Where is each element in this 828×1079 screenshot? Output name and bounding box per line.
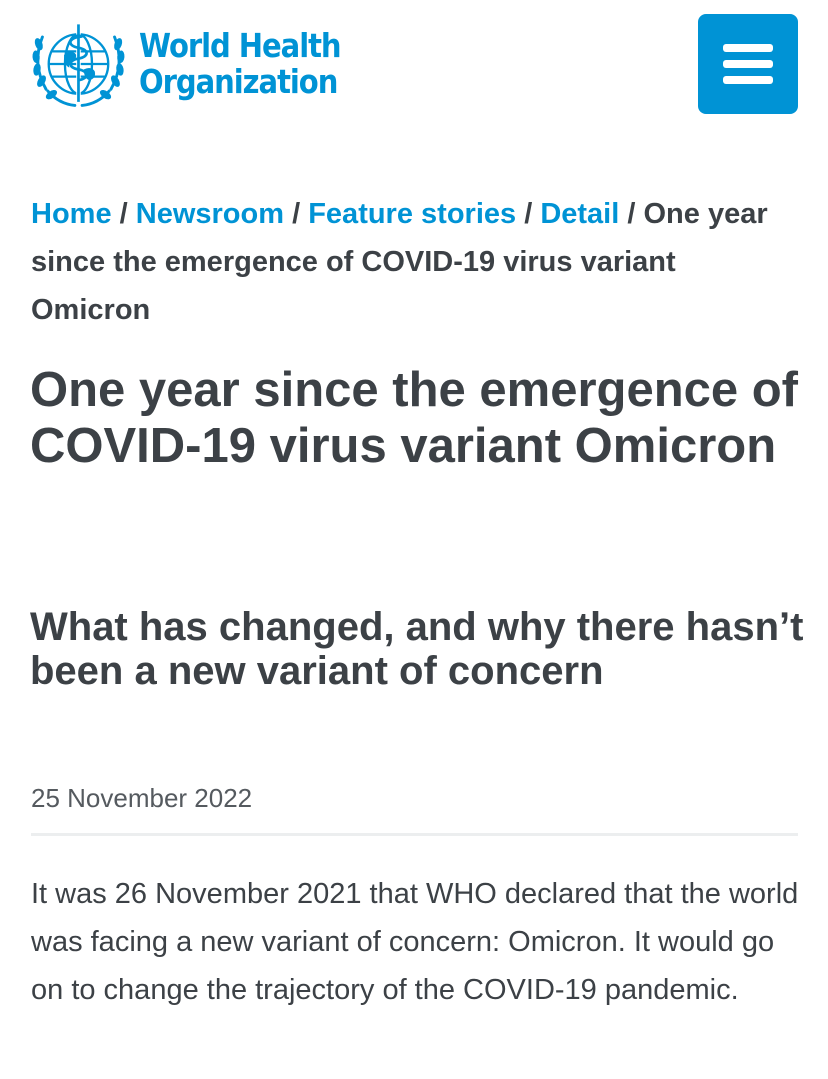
- breadcrumb-newsroom-link[interactable]: Newsroom: [135, 198, 285, 230]
- publish-date: 25 November 2022: [31, 783, 253, 813]
- breadcrumb-current-page: One year since the emergence of COVID-19 virus variant Omicron: [31, 198, 768, 326]
- menu-button[interactable]: [698, 14, 798, 114]
- who-emblem-icon: [28, 12, 129, 116]
- logo-line-1: World Health: [138, 26, 341, 65]
- breadcrumb-detail-link[interactable]: Detail: [540, 198, 620, 230]
- page-title: One year since the emergence of COVID-19 virus variant Omicron: [30, 363, 798, 473]
- breadcrumb: [31, 190, 801, 334]
- article-body-paragraph: It was 26 November 2021 that WHO declared that the world was facing a new variant of concern: Omicron. It would go on to change the trajectory of the COVID-19 pandemic.: [31, 878, 799, 1006]
- who-logo[interactable]: [28, 12, 368, 116]
- breadcrumb-separator: /: [119, 198, 128, 230]
- page-subtitle: What has changed, and why there hasn’t been a new variant of concern: [30, 605, 804, 693]
- site-header: [0, 0, 828, 130]
- breadcrumb-home-link[interactable]: Home: [31, 198, 112, 230]
- breadcrumb-separator: /: [292, 198, 301, 230]
- breadcrumb-separator: /: [627, 198, 636, 230]
- breadcrumb-separator: /: [524, 198, 533, 230]
- breadcrumb-feature-stories-link[interactable]: Feature stories: [308, 198, 517, 230]
- logo-line-2: Organization: [138, 62, 338, 101]
- logo-wordmark: [139, 28, 341, 100]
- divider: [31, 833, 798, 836]
